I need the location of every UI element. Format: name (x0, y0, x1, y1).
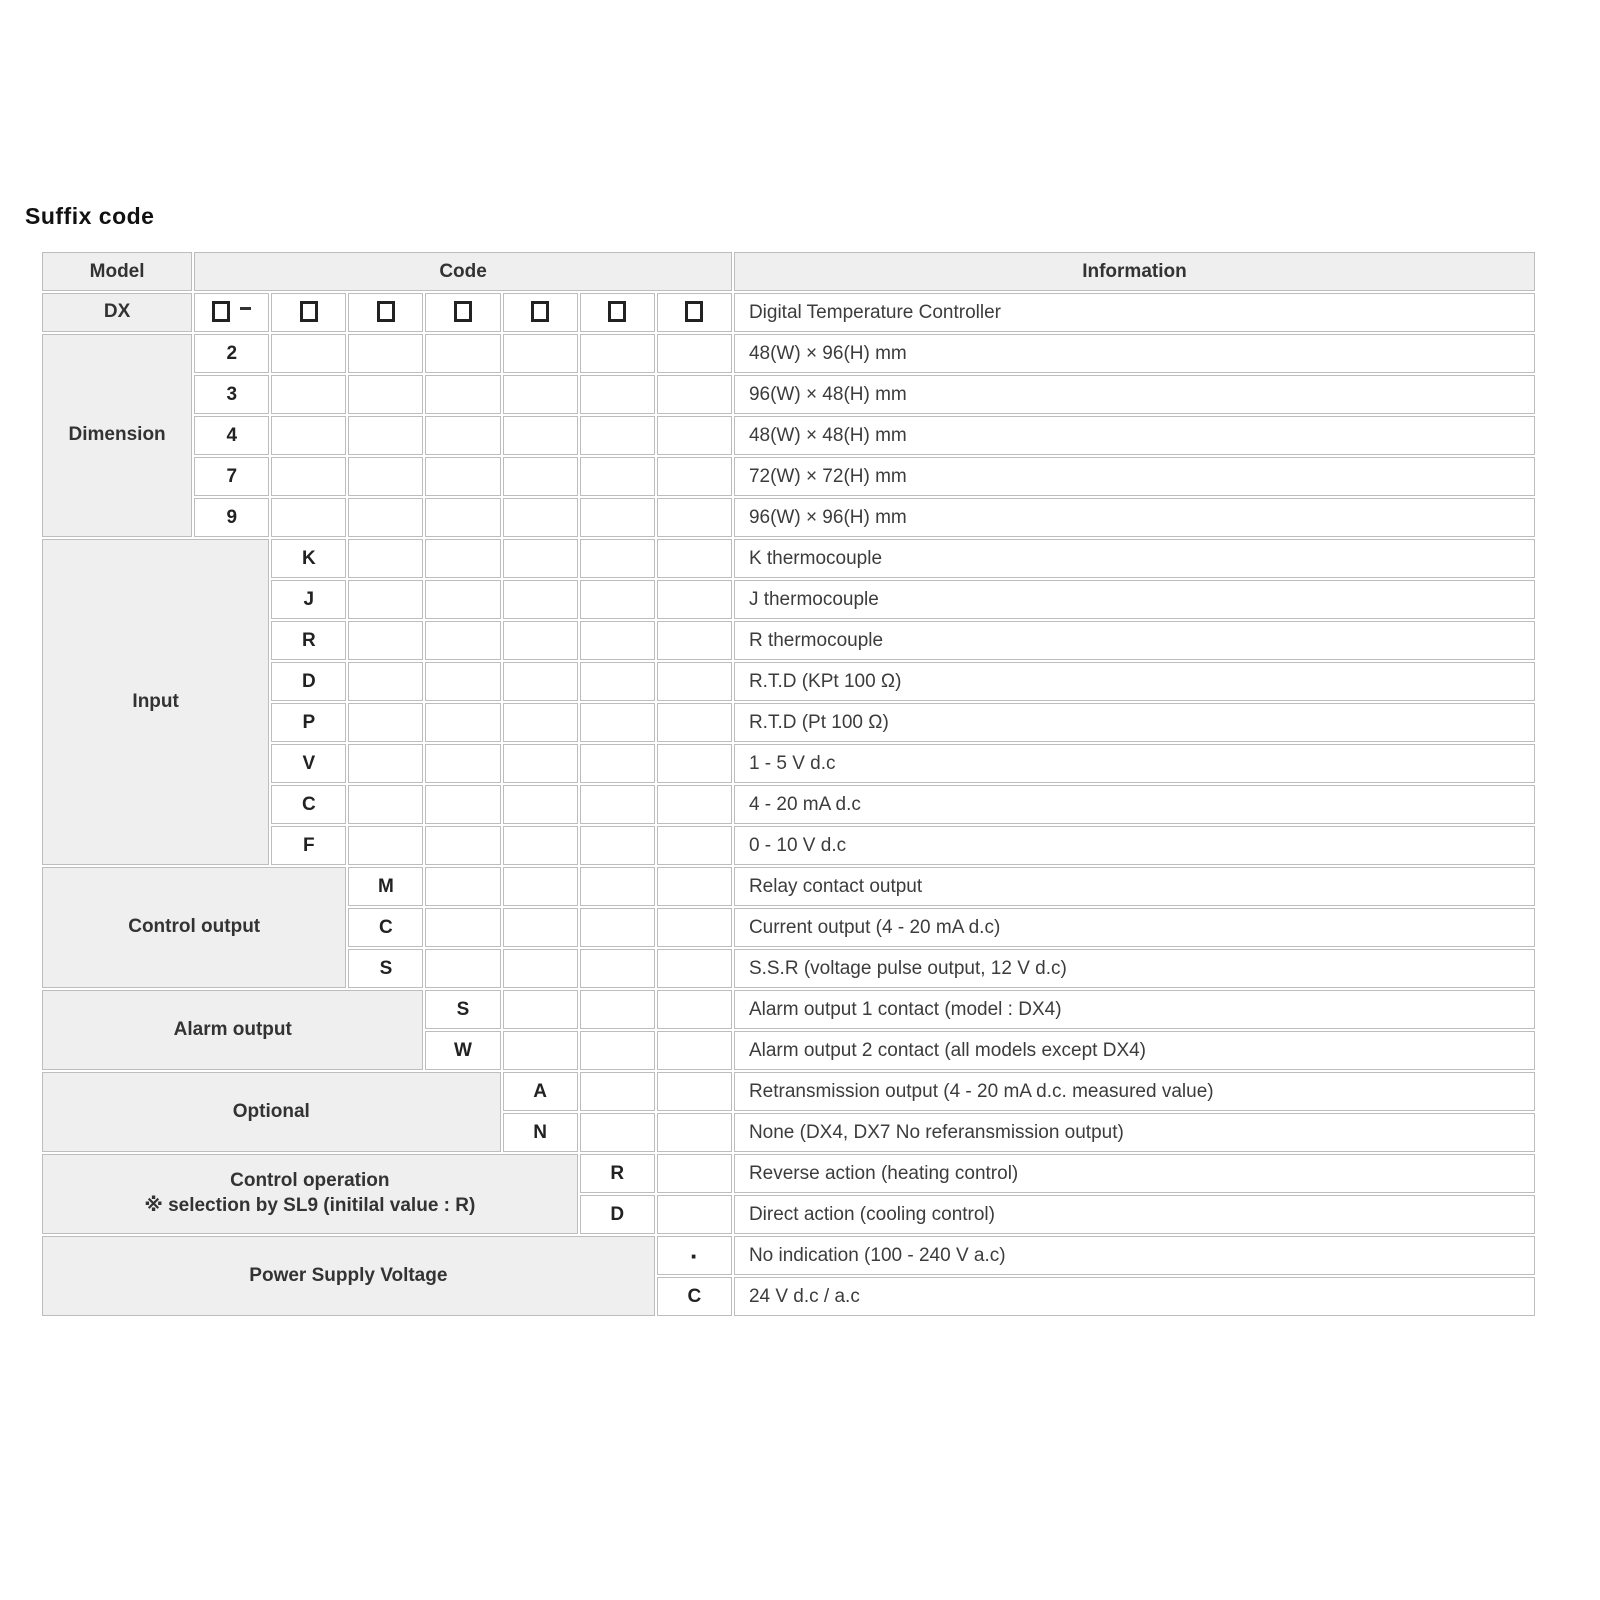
code-cell: M (348, 867, 423, 906)
model-code-cell (503, 293, 578, 332)
code-cell: R (271, 621, 346, 660)
empty-code-cell (348, 580, 423, 619)
empty-code-cell (503, 785, 578, 824)
empty-code-cell (348, 662, 423, 701)
code-cell: S (348, 949, 423, 988)
code-cell: K (271, 539, 346, 578)
empty-code-cell (425, 949, 500, 988)
empty-code-cell (425, 662, 500, 701)
empty-code-cell (657, 416, 732, 455)
empty-code-cell (657, 990, 732, 1029)
empty-code-cell (425, 539, 500, 578)
code-cell: A (503, 1072, 578, 1111)
empty-code-cell (503, 375, 578, 414)
info-cell: 48(W) × 48(H) mm (734, 416, 1535, 455)
code-cell: C (657, 1277, 732, 1316)
empty-code-cell (503, 416, 578, 455)
model-code-cell (271, 293, 346, 332)
code-cell: D (271, 662, 346, 701)
empty-code-cell (348, 457, 423, 496)
empty-code-cell (348, 744, 423, 783)
code-box-icon (531, 301, 549, 322)
info-cell: 96(W) × 96(H) mm (734, 498, 1535, 537)
code-cell: C (271, 785, 346, 824)
code-cell: 2 (194, 334, 269, 373)
info-cell: 4 - 20 mA d.c (734, 785, 1535, 824)
empty-code-cell (425, 334, 500, 373)
info-cell: Direct action (cooling control) (734, 1195, 1535, 1234)
empty-code-cell (657, 580, 732, 619)
section-label-line: Control operation (230, 1170, 390, 1192)
info-cell: Alarm output 2 contact (all models except DX4) (734, 1031, 1535, 1070)
info-cell: None (DX4, DX7 No referansmission output) (734, 1113, 1535, 1152)
empty-code-cell (425, 867, 500, 906)
empty-code-cell (425, 908, 500, 947)
empty-code-cell (348, 498, 423, 537)
section-row (42, 334, 1535, 373)
empty-code-cell (503, 867, 578, 906)
empty-code-cell (503, 580, 578, 619)
code-cell: 9 (194, 498, 269, 537)
empty-code-cell (503, 662, 578, 701)
empty-code-cell (271, 416, 346, 455)
empty-code-cell (503, 908, 578, 947)
empty-code-cell (425, 416, 500, 455)
section-row (42, 990, 1535, 1029)
code-cell: · (657, 1236, 732, 1275)
code-box-icon (300, 301, 318, 322)
section-label (42, 1236, 655, 1316)
empty-code-cell (580, 744, 655, 783)
empty-code-cell (657, 539, 732, 578)
code-cell: 4 (194, 416, 269, 455)
info-cell: No indication (100 - 240 V a.c) (734, 1236, 1535, 1275)
section-row (42, 539, 1535, 578)
empty-code-cell (348, 826, 423, 865)
header-row (42, 252, 1535, 291)
model-code-cell (657, 293, 732, 332)
empty-code-cell (657, 334, 732, 373)
empty-code-cell (348, 539, 423, 578)
empty-code-cell (503, 1031, 578, 1070)
suffix-table-body (42, 293, 1535, 1316)
empty-code-cell (657, 826, 732, 865)
empty-code-cell (503, 949, 578, 988)
empty-code-cell (425, 703, 500, 742)
code-cell: 3 (194, 375, 269, 414)
code-box-icon (685, 301, 703, 322)
empty-code-cell (271, 498, 346, 537)
code-box-icon (454, 301, 472, 322)
empty-code-cell (580, 416, 655, 455)
empty-code-cell (580, 580, 655, 619)
empty-code-cell (580, 334, 655, 373)
section-row (42, 416, 1535, 455)
empty-code-cell (657, 457, 732, 496)
empty-code-cell (580, 621, 655, 660)
section-row (42, 457, 1535, 496)
section-label-line: Dimension (68, 424, 166, 446)
empty-code-cell (503, 744, 578, 783)
empty-code-cell (657, 949, 732, 988)
empty-code-cell (657, 662, 732, 701)
empty-code-cell (580, 662, 655, 701)
empty-code-cell (503, 621, 578, 660)
empty-code-cell (657, 703, 732, 742)
info-cell: 0 - 10 V d.c (734, 826, 1535, 865)
info-cell: J thermocouple (734, 580, 1535, 619)
section-label (42, 867, 346, 988)
code-cell: V (271, 744, 346, 783)
empty-code-cell (425, 375, 500, 414)
empty-code-cell (580, 990, 655, 1029)
empty-code-cell (657, 621, 732, 660)
section-label-line: Control output (128, 916, 261, 938)
empty-code-cell (657, 1031, 732, 1070)
model-code-cell (194, 293, 269, 332)
empty-code-cell (657, 1072, 732, 1111)
empty-code-cell (580, 457, 655, 496)
code-box-icon (608, 301, 626, 322)
info-cell: Retransmission output (4 - 20 mA d.c. measured value) (734, 1072, 1535, 1111)
empty-code-cell (503, 826, 578, 865)
info-cell: S.S.R (voltage pulse output, 12 V d.c) (734, 949, 1535, 988)
empty-code-cell (580, 867, 655, 906)
empty-code-cell (503, 498, 578, 537)
code-cell: R (580, 1154, 655, 1193)
section-label (42, 990, 423, 1070)
empty-code-cell (657, 785, 732, 824)
empty-code-cell (425, 498, 500, 537)
model-name-cell: DX (42, 293, 192, 332)
empty-code-cell (657, 1195, 732, 1234)
info-cell: Alarm output 1 contact (model : DX4) (734, 990, 1535, 1029)
empty-code-cell (503, 990, 578, 1029)
code-cell: N (503, 1113, 578, 1152)
model-code-cell (348, 293, 423, 332)
empty-code-cell (503, 334, 578, 373)
empty-code-cell (271, 457, 346, 496)
code-box-icon (377, 301, 395, 322)
empty-code-cell (271, 334, 346, 373)
empty-code-cell (657, 867, 732, 906)
info-cell: R.T.D (KPt 100 Ω) (734, 662, 1535, 701)
section-label (42, 539, 269, 865)
code-box-icon (212, 301, 230, 322)
section-label (42, 334, 192, 537)
empty-code-cell (348, 334, 423, 373)
model-row (42, 293, 1535, 332)
section-row (42, 498, 1535, 537)
info-cell: 96(W) × 48(H) mm (734, 375, 1535, 414)
section-label-line: Input (132, 690, 179, 712)
empty-code-cell (425, 457, 500, 496)
code-cell: J (271, 580, 346, 619)
empty-code-cell (657, 375, 732, 414)
empty-code-cell (425, 826, 500, 865)
code-cell: F (271, 826, 346, 865)
empty-code-cell (503, 703, 578, 742)
section-label-line: Optional (232, 1100, 310, 1122)
code-cell: D (580, 1195, 655, 1234)
section-label-line: Power Supply Voltage (249, 1264, 448, 1286)
section-label-line: Alarm output (173, 1018, 292, 1040)
code-cell: 7 (194, 457, 269, 496)
section-row (42, 1154, 1535, 1193)
header-model: Model (42, 252, 192, 291)
section-label-line: ※ selection by SL9 (initilal value : R) (144, 1195, 476, 1216)
code-cell: P (271, 703, 346, 742)
code-cell: S (425, 990, 500, 1029)
empty-code-cell (503, 539, 578, 578)
info-cell: Relay contact output (734, 867, 1535, 906)
empty-code-cell (348, 375, 423, 414)
model-code-cell (425, 293, 500, 332)
empty-code-cell (580, 498, 655, 537)
empty-code-cell (580, 1031, 655, 1070)
empty-code-cell (580, 539, 655, 578)
info-cell: R.T.D (Pt 100 Ω) (734, 703, 1535, 742)
code-cell: W (425, 1031, 500, 1070)
code-dash-icon (240, 307, 251, 310)
empty-code-cell (348, 785, 423, 824)
empty-code-cell (580, 949, 655, 988)
info-cell: 1 - 5 V d.c (734, 744, 1535, 783)
empty-code-cell (657, 744, 732, 783)
info-cell: Digital Temperature Controller (734, 293, 1535, 332)
section-row (42, 375, 1535, 414)
empty-code-cell (657, 908, 732, 947)
model-code-cell (580, 293, 655, 332)
empty-code-cell (580, 785, 655, 824)
empty-code-cell (580, 703, 655, 742)
info-cell: 72(W) × 72(H) mm (734, 457, 1535, 496)
empty-code-cell (348, 416, 423, 455)
empty-code-cell (425, 580, 500, 619)
section-label (42, 1072, 501, 1152)
empty-code-cell (425, 744, 500, 783)
empty-code-cell (425, 621, 500, 660)
info-cell: K thermocouple (734, 539, 1535, 578)
header-information: Information (734, 252, 1535, 291)
empty-code-cell (580, 908, 655, 947)
section-row (42, 1236, 1535, 1275)
empty-code-cell (503, 457, 578, 496)
empty-code-cell (657, 1154, 732, 1193)
section-row (42, 1072, 1535, 1111)
info-cell: R thermocouple (734, 621, 1535, 660)
code-cell: C (348, 908, 423, 947)
info-cell: 48(W) × 96(H) mm (734, 334, 1535, 373)
empty-code-cell (657, 498, 732, 537)
empty-code-cell (580, 1072, 655, 1111)
empty-code-cell (425, 785, 500, 824)
page-title: Suffix code (25, 203, 155, 229)
empty-code-cell (348, 703, 423, 742)
empty-code-cell (657, 1113, 732, 1152)
info-cell: Current output (4 - 20 mA d.c) (734, 908, 1535, 947)
info-cell: 24 V d.c / a.c (734, 1277, 1535, 1316)
empty-code-cell (580, 1113, 655, 1152)
header-code: Code (194, 252, 732, 291)
empty-code-cell (580, 375, 655, 414)
empty-code-cell (271, 375, 346, 414)
section-row (42, 867, 1535, 906)
section-label (42, 1154, 578, 1234)
suffix-code-table (40, 250, 1537, 1318)
empty-code-cell (348, 621, 423, 660)
info-cell: Reverse action (heating control) (734, 1154, 1535, 1193)
empty-code-cell (580, 826, 655, 865)
